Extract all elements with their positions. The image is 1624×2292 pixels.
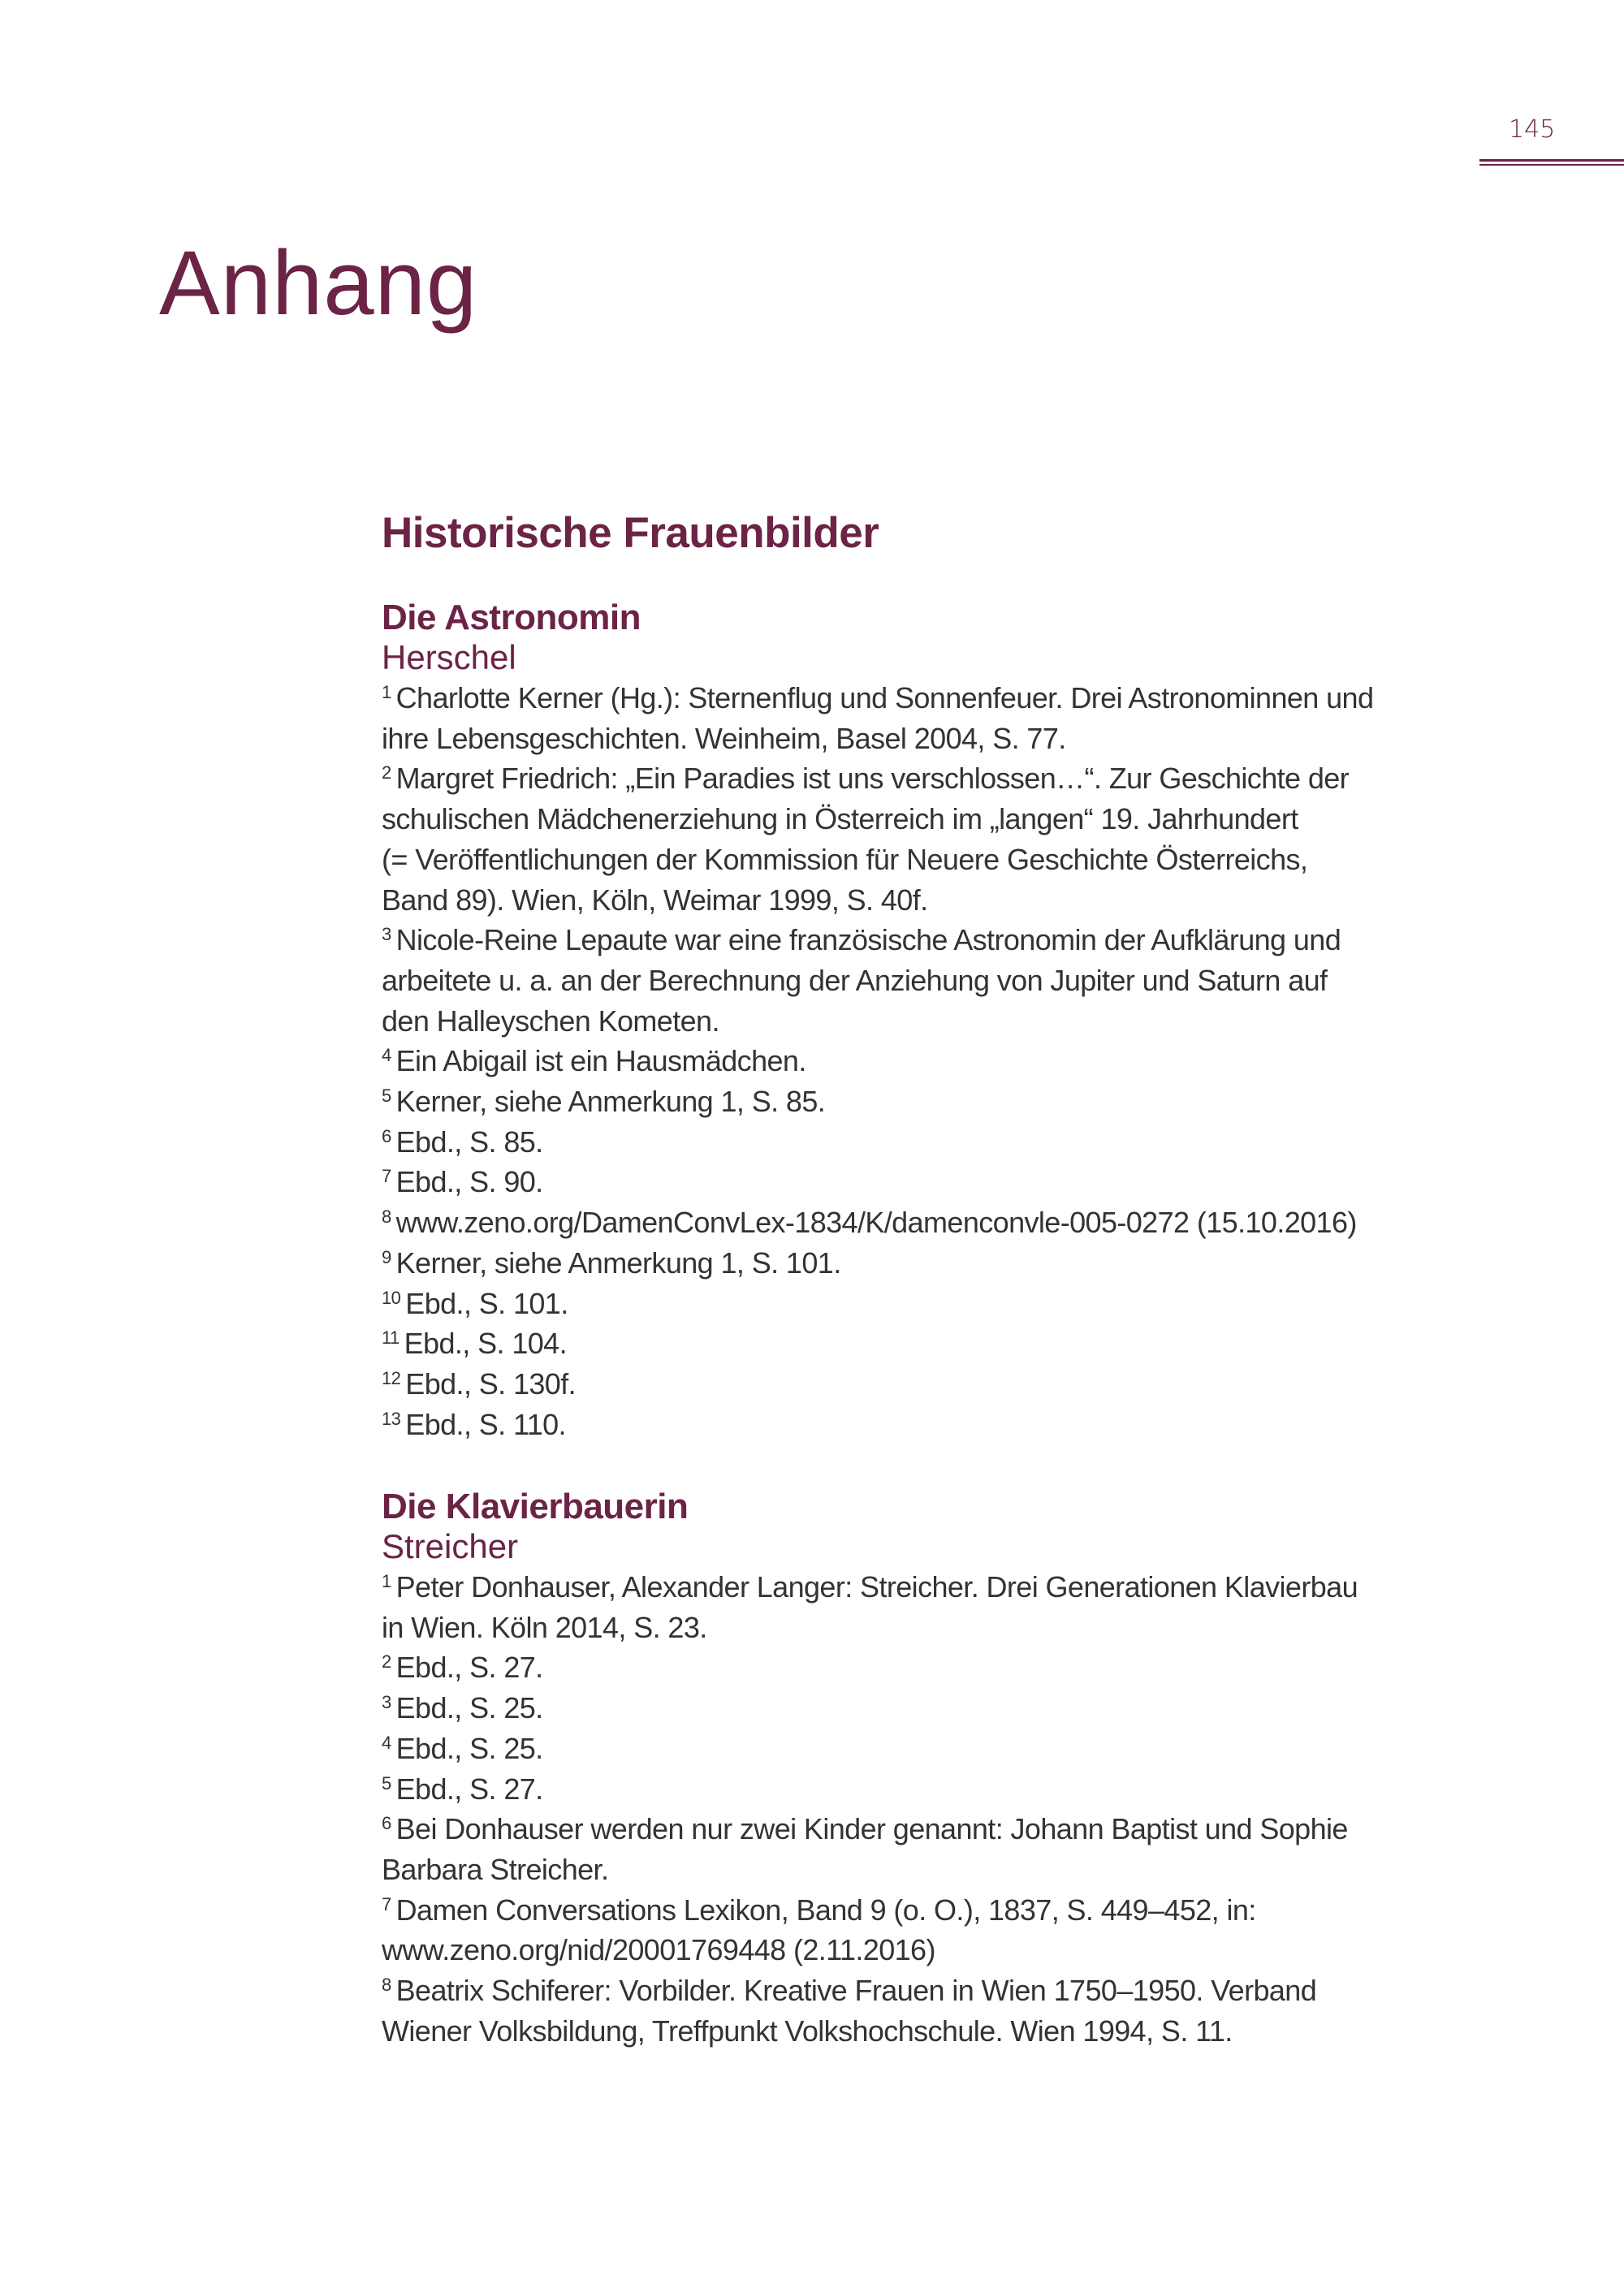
footnote (382, 1202, 1470, 1243)
footnote-number: 5 (382, 1772, 391, 1793)
footnote-number: 10 (382, 1287, 401, 1308)
section-title: Historische Frauenbilder (382, 509, 879, 557)
footnote-line (382, 1323, 1470, 1364)
footnote-text: Ebd., S. 104. (404, 1327, 567, 1361)
footnote-line (382, 678, 1470, 719)
footnote-number: 1 (382, 1571, 391, 1591)
footnote (382, 1243, 1470, 1284)
page-title: Anhang (159, 232, 478, 334)
footnote-line (382, 1202, 1470, 1243)
footnote-line (382, 1729, 1470, 1769)
footnote-line (382, 1364, 1470, 1405)
footnote-line (382, 1567, 1470, 1608)
section-heading: Die Klavierbauerin (382, 1487, 689, 1526)
footnote-line (382, 960, 1470, 1001)
footnote-number: 12 (382, 1367, 401, 1388)
footnote-line (382, 1850, 1470, 1890)
footnote-line (382, 1243, 1470, 1284)
footnote-number: 8 (382, 1975, 391, 1996)
footnote-number: 7 (382, 1893, 391, 1914)
footnote (382, 1890, 1470, 1970)
footnote-number: 2 (382, 1651, 391, 1673)
footnote-line (382, 1890, 1470, 1931)
footnote-line (382, 799, 1470, 840)
footnote-text: Ebd., S. 110. (405, 1407, 566, 1441)
footnote-number: 8 (382, 1206, 391, 1228)
footnote-number: 3 (382, 924, 391, 945)
footnote-text: Margret Friedrich: „Ein Paradies ist uns verschlossen…“. Zur Geschichte der (395, 762, 1350, 796)
footnote (382, 920, 1470, 1041)
footnote (382, 1567, 1470, 1647)
footnote-text: (= Veröffentlichungen der Kommission für Neuere Geschichte Österreichs, (382, 842, 1308, 876)
footnote-list (382, 1567, 1470, 2051)
footnote-line (382, 1081, 1470, 1122)
footnote-number: 4 (382, 1045, 391, 1066)
footnote-line (382, 1930, 1470, 1970)
footnote-line (382, 880, 1470, 921)
footnote-text: www.zeno.org/nid/20001769448 (2.11.2016) (382, 1933, 935, 1967)
footnote-line (382, 2011, 1470, 2052)
footnote-number: 4 (382, 1732, 391, 1753)
section-subheading: Streicher (382, 1527, 519, 1565)
footnote (382, 1647, 1470, 1688)
footnote-text: in Wien. Köln 2014, S. 23. (382, 1610, 707, 1644)
footnote-number: 3 (382, 1692, 391, 1713)
footnote-text: Nicole-Reine Lepaute war eine französische Astronomin der Aufklärung und (395, 923, 1341, 957)
footnote-number: 7 (382, 1166, 391, 1187)
footnote-text: Ebd., S. 27. (395, 1772, 543, 1806)
footnote-text: Damen Conversations Lexikon, Band 9 (o. O.), 1837, S. 449–452, in: (395, 1893, 1256, 1927)
footnote-text: Barbara Streicher. (382, 1852, 609, 1886)
footnote (382, 1405, 1470, 1445)
footnote-text: www.zeno.org/DamenConvLex-1834/K/damenconvle-005-0272 (15.10.2016) (395, 1206, 1357, 1240)
footnote-text: Ebd., S. 25. (395, 1731, 543, 1765)
footnote (382, 1081, 1470, 1122)
footnote (382, 1729, 1470, 1769)
footnote (382, 678, 1470, 758)
footnote-text: Ebd., S. 101. (405, 1286, 568, 1320)
footnote-text: ihre Lebensgeschichten. Weinheim, Basel 2004, S. 77. (382, 721, 1066, 755)
footnote-number: 13 (382, 1408, 401, 1429)
footnote-line (382, 1162, 1470, 1202)
footnote-text: arbeitete u. a. an der Berechnung der Anziehung von Jupiter und Saturn auf (382, 963, 1328, 997)
footnote-text: Band 89). Wien, Köln, Weimar 1999, S. 40f. (382, 883, 928, 917)
footnote-text: Ebd., S. 25. (395, 1691, 543, 1725)
footnote-line (382, 1608, 1470, 1648)
footnote-line (382, 1284, 1470, 1324)
footnote-line (382, 1809, 1470, 1850)
footnote-number: 6 (382, 1813, 391, 1834)
footnote (382, 1769, 1470, 1810)
footnote-text: schulischen Mädchenerziehung in Österreich im „langen“ 19. Jahrhundert (382, 802, 1298, 836)
header-rule-thin (1479, 164, 1624, 166)
footnote-text: Ein Abigail ist ein Hausmädchen. (395, 1044, 806, 1078)
footnote-line (382, 1001, 1470, 1042)
footnote-text: Bei Donhauser werden nur zwei Kinder genannt: Johann Baptist und Sophie (395, 1812, 1348, 1846)
footnote (382, 758, 1470, 920)
footnote-text: Ebd., S. 27. (395, 1651, 543, 1685)
footnote-text: den Halleyschen Kometen. (382, 1004, 719, 1038)
footnote-text: Beatrix Schiferer: Vorbilder. Kreative Frauen in Wien 1750–1950. Verband (395, 1974, 1317, 2008)
footnote-line (382, 758, 1470, 799)
section-heading: Die Astronomin (382, 598, 641, 637)
footnote-text: Wiener Volksbildung, Treffpunkt Volkshochschule. Wien 1994, S. 11. (382, 2014, 1233, 2048)
header-rule (1479, 159, 1624, 162)
footnote-line (382, 1041, 1470, 1081)
footnote-line (382, 719, 1470, 759)
footnote-text: Ebd., S. 85. (395, 1124, 543, 1159)
footnote (382, 1122, 1470, 1163)
footnote-text: Ebd., S. 130f. (405, 1366, 577, 1401)
footnote (382, 1688, 1470, 1729)
footnote-line (382, 1405, 1470, 1445)
footnote (382, 1041, 1470, 1081)
section-subheading: Herschel (382, 638, 516, 676)
section-klavierbauerin (382, 1487, 1470, 2051)
footnote-number: 2 (382, 762, 391, 783)
footnote-line (382, 1122, 1470, 1163)
footnote-number: 6 (382, 1125, 391, 1146)
footnote-list (382, 678, 1470, 1444)
footnote-text: Peter Donhauser, Alexander Langer: Streicher. Drei Generationen Klavierbau (395, 1570, 1358, 1604)
footnote-line (382, 1647, 1470, 1688)
footnote-text: Ebd., S. 90. (395, 1165, 543, 1199)
footnote-number: 1 (382, 682, 391, 702)
footnote-line (382, 1970, 1470, 2011)
footnote (382, 1364, 1470, 1405)
page-number: 145 (1509, 115, 1556, 144)
footnote-number: 9 (382, 1246, 391, 1267)
footnote (382, 1809, 1470, 1889)
footnote-text: Kerner, siehe Anmerkung 1, S. 85. (395, 1085, 826, 1119)
footnote (382, 1970, 1470, 2051)
footnote-number: 5 (382, 1086, 391, 1107)
footnote-number: 11 (382, 1327, 400, 1349)
footnote-text: Kerner, siehe Anmerkung 1, S. 101. (395, 1245, 841, 1280)
footnote-line (382, 1769, 1470, 1810)
section-astronomin (382, 598, 1470, 1444)
footnote (382, 1162, 1470, 1202)
footnote (382, 1323, 1470, 1364)
footnote-text: Charlotte Kerner (Hg.): Sternenflug und Sonnenfeuer. Drei Astronominnen und (395, 681, 1374, 714)
footnote-line (382, 920, 1470, 960)
footnote (382, 1284, 1470, 1324)
footnote-line (382, 840, 1470, 880)
footnote-line (382, 1688, 1470, 1729)
